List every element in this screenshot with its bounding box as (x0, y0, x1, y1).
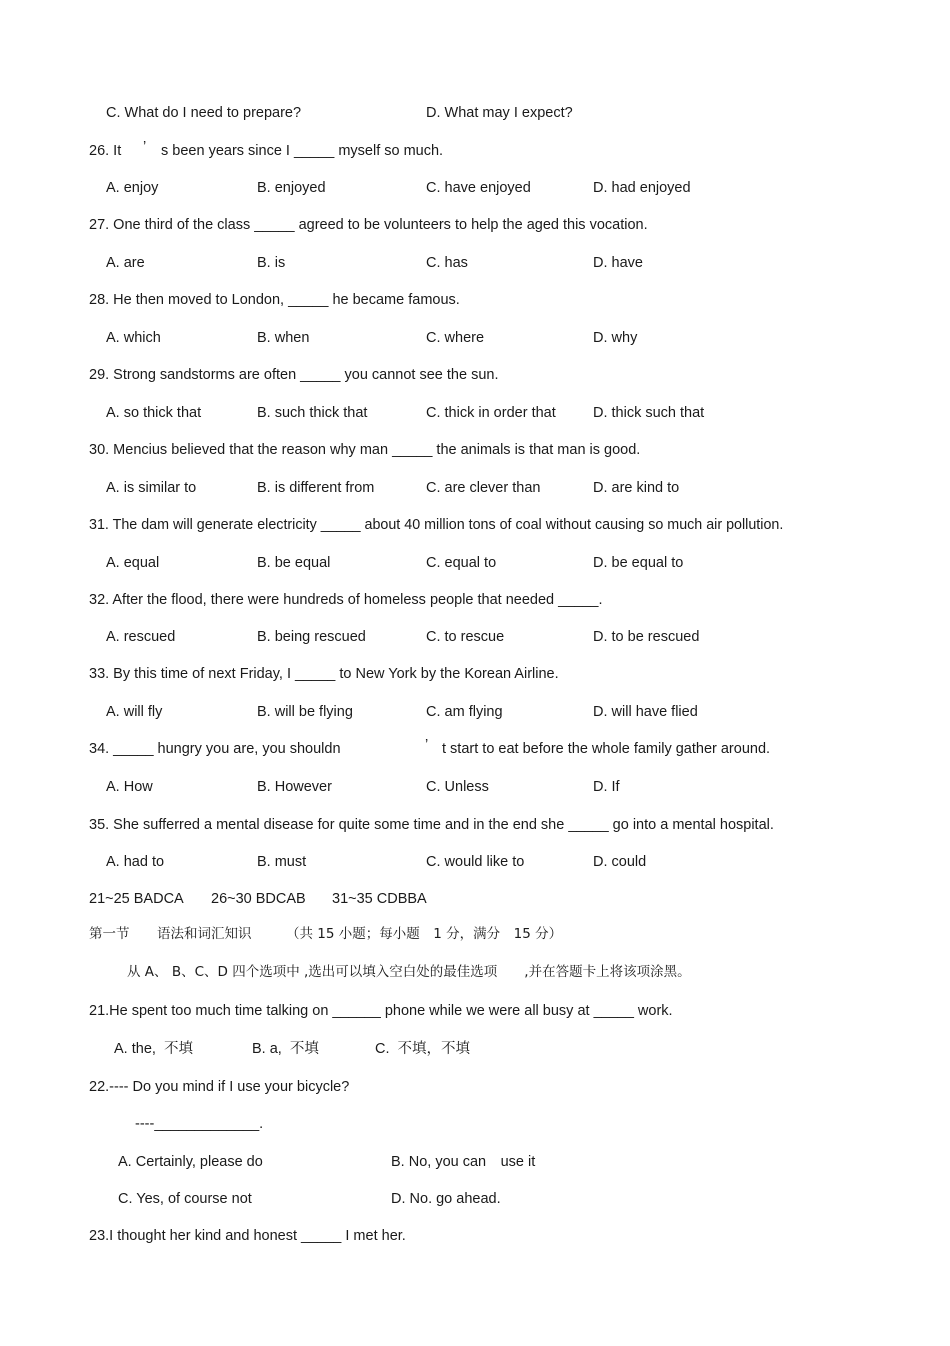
q34-option-d: D. If (593, 779, 620, 795)
q25-option-d: D. What may I expect? (426, 105, 573, 121)
q27-stem: 27. One third of the class _____ agreed to be volunteers to help the aged this vocation. (89, 217, 648, 233)
q22-option-b: B. No, you can use it (391, 1154, 536, 1170)
q30-option-b: B. is different from (257, 480, 375, 496)
q32-stem: 32. After the flood, there were hundreds of homeless people that needed _____. (89, 592, 603, 608)
q28-option-d: D. why (593, 330, 638, 346)
q29-option-b: B. such thick that (257, 405, 368, 421)
q33-option-b: B. will be flying (257, 704, 353, 720)
q33-option-a: A. will fly (106, 704, 163, 720)
q25-option-c: C. What do I need to prepare? (106, 105, 302, 121)
q27-option-c: C. has (426, 255, 468, 271)
section-score: （共 15 小题；每小题 1 分，满分 15 分） (286, 926, 563, 942)
q30-stem: 30. Mencius believed that the reason why man _____ the animals is that man is good. (89, 442, 641, 458)
q21-stem: 21.He spent too much time talking on ______ phone while we were all busy at _____ work. (89, 1003, 673, 1019)
q30-option-c: C. are clever than (426, 480, 541, 496)
q35-option-b: B. must (257, 854, 307, 870)
q34-apostrophe: ’ (425, 737, 429, 753)
q28-stem: 28. He then moved to London, _____ he became famous. (89, 292, 460, 308)
q34-option-b: B. However (257, 779, 332, 795)
q28-option-a: A. which (106, 330, 161, 346)
q29-option-d: D. thick such that (593, 405, 705, 421)
q22-option-c: C. Yes, of course not (118, 1191, 252, 1207)
q27-option-a: A. are (106, 255, 145, 271)
q22-response-blank: ----_____________. (135, 1116, 264, 1132)
answer-key-1: 21~25 BADCA (89, 891, 184, 907)
q23-stem: 23.I thought her kind and honest _____ I met her. (89, 1228, 406, 1244)
q33-option-d: D. will have flied (593, 704, 698, 720)
q32-option-d: D. to be rescued (593, 629, 700, 645)
q26-apostrophe: ’ (143, 139, 147, 155)
q26-option-b: B. enjoyed (257, 180, 326, 196)
q35-option-a: A. had to (106, 854, 165, 870)
q27-option-d: D. have (593, 255, 643, 271)
answer-key-2: 26~30 BDCAB (211, 891, 306, 907)
q28-option-c: C. where (426, 330, 485, 346)
q21-option-a: A. the, 不填 (114, 1041, 193, 1057)
q34-option-a: A. How (106, 779, 153, 795)
q34-stem: 34. _____ hungry you are, you shouldn (89, 741, 341, 757)
q21-option-b: B. a, 不填 (252, 1041, 319, 1057)
q26-option-c: C. have enjoyed (426, 180, 531, 196)
q26-option-a: A. enjoy (106, 180, 159, 196)
q35-stem: 35. She sufferred a mental disease for quite some time and in the end she _____ go into a mental hospital. (89, 817, 774, 833)
q22-option-d: D. No. go ahead. (391, 1191, 501, 1207)
q32-option-b: B. being rescued (257, 629, 366, 645)
q26-option-d: D. had enjoyed (593, 180, 691, 196)
q33-stem: 33. By this time of next Friday, I _____ to New York by the Korean Airline. (89, 666, 559, 682)
answer-key-3: 31~35 CDBBA (332, 891, 427, 907)
q31-option-c: C. equal to (426, 555, 497, 571)
q32-option-a: A. rescued (106, 629, 176, 645)
q26-stem: 26. It (89, 143, 122, 159)
q35-option-d: D. could (593, 854, 647, 870)
q34-stem-rest: t start to eat before the whole family gather around. (442, 741, 771, 757)
q31-option-a: A. equal (106, 555, 160, 571)
q27-option-b: B. is (257, 255, 286, 271)
q30-option-a: A. is similar to (106, 480, 197, 496)
section-title: 第一节 (89, 926, 130, 942)
q21-option-c: C. 不填，不填 (375, 1041, 471, 1057)
q22-stem: 22.---- Do you mind if I use your bicycle? (89, 1079, 350, 1095)
q31-stem: 31. The dam will generate electricity _____ about 40 million tons of coal without causing so much air pollution. (89, 517, 784, 533)
q31-option-d: D. be equal to (593, 555, 684, 571)
q29-option-a: A. so thick that (106, 405, 202, 421)
q31-option-b: B. be equal (257, 555, 331, 571)
q26-stem-rest: s been years since I _____ myself so much. (161, 143, 444, 159)
section-instruction: 从 A、 B、C、D 四个选项中 ,选出可以填入空白处的最佳选项 ,并在答题卡上将该项涂黑。 (127, 964, 691, 980)
q33-option-c: C. am flying (426, 704, 503, 720)
q28-option-b: B. when (257, 330, 310, 346)
section-description: 语法和词汇知识 (157, 926, 252, 942)
q35-option-c: C. would like to (426, 854, 525, 870)
q22-option-a: A. Certainly, please do (118, 1154, 263, 1170)
q32-option-c: C. to rescue (426, 629, 505, 645)
q29-option-c: C. thick in order that (426, 405, 556, 421)
q30-option-d: D. are kind to (593, 480, 680, 496)
q34-option-c: C. Unless (426, 779, 489, 795)
q29-stem: 29. Strong sandstorms are often _____ you cannot see the sun. (89, 367, 499, 383)
